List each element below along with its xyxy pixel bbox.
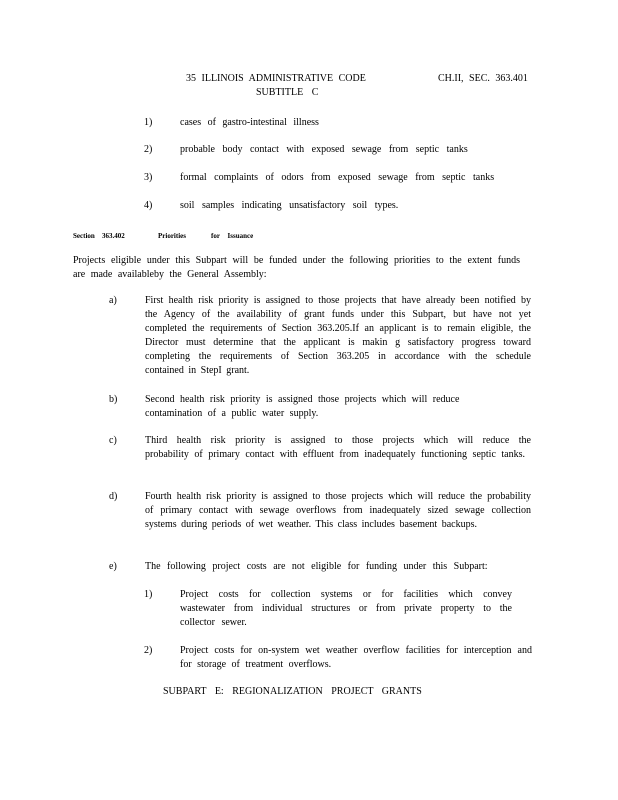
sub-item-number: 2) <box>144 645 153 656</box>
list-item-number: 2) <box>144 144 153 155</box>
list-item-text: soil samples indicating unsatisfactory soil types. <box>180 200 399 211</box>
priority-letter: a) <box>109 295 117 306</box>
section-title-part1: Priorities <box>158 232 186 240</box>
intro-paragraph: Projects eligible under this Subpart will be funded under the following priorities to the extent funds are made availableby the General Assembly: <box>73 255 520 280</box>
priority-letter: e) <box>109 561 117 572</box>
priority-text: Second health risk priority is assigned those projects which will reduce contamination of a public water supply. <box>145 394 460 419</box>
sub-item-text: Project costs for on-system wet weather overflow facilities for interception and for storage of treatment overflows. <box>180 645 532 670</box>
header-chapter: CH.II, SEC. 363.401 <box>438 73 528 84</box>
priority-text: Fourth health risk priority is assigned to those projects which will reduce the probability of primary contact with sewage overflows from inadequately sized sewage collection systems during periods of wet weather. This class includes basement backups. <box>145 491 531 530</box>
header-code-title: 35 ILLINOIS ADMINISTRATIVE CODE <box>186 73 366 84</box>
list-item-number: 3) <box>144 172 153 183</box>
subpart-heading: SUBPART E: REGIONALIZATION PROJECT GRANTS <box>163 686 422 697</box>
sub-item-text: Project costs for collection systems or for facilities which convey wastewater from individual structures or from private property to the collector sewer. <box>180 589 512 628</box>
priority-text: Third health risk priority is assigned to those projects which will reduce the probability of primary contact with effluent from inadequately functioning septic tanks. <box>145 435 531 460</box>
list-item-text: probable body contact with exposed sewage from septic tanks <box>180 144 468 155</box>
priority-text: The following project costs are not eligible for funding under this Subpart: <box>145 561 488 572</box>
section-title-part2: for Issuance <box>211 232 254 240</box>
sub-item-number: 1) <box>144 589 153 600</box>
priority-text: First health risk priority is assigned to those projects that have already been notified by the Agency of the availability of grant funds under this Subpart, but have not yet completed the requirements of Section 363.205.If an applicant is to remain eligible, the Director must determine that the applicant is makin g satisfactory progress toward completing the requirements of Section 363.205 in accordance with the schedule contained in StepI grant. <box>145 295 531 376</box>
list-item-text: cases of gastro-intestinal illness <box>180 117 319 128</box>
priority-letter: d) <box>109 491 118 502</box>
priority-letter: b) <box>109 394 118 405</box>
list-item-number: 1) <box>144 117 153 128</box>
priority-letter: c) <box>109 435 117 446</box>
section-label: Section <box>73 232 95 240</box>
list-item-text: formal complaints of odors from exposed sewage from septic tanks <box>180 172 495 183</box>
header-subtitle: SUBTITLE C <box>256 87 319 98</box>
section-number: 363.402 <box>102 232 125 240</box>
list-item-number: 4) <box>144 200 153 211</box>
